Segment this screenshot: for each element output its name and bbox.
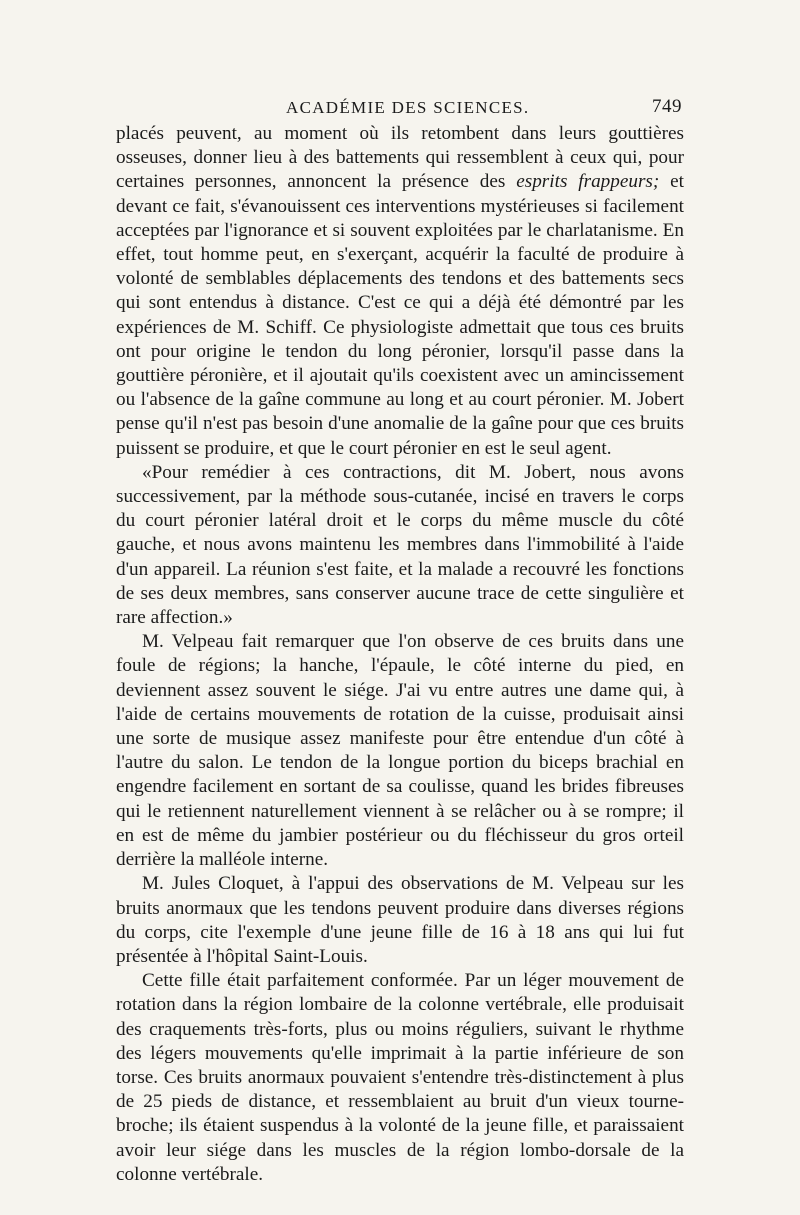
italic-term: esprits frappeurs; [516, 171, 660, 193]
book-page [116, 92, 684, 1185]
paragraph-1 [116, 122, 684, 461]
paragraph-3: M. Velpeau fait remarquer que l'on observe de ces bruits dans une foule de régions; la hanche, l'épaule, le côté interne du pied, en deviennent assez souvent le siége. J'ai vu entre autres une dame qui, à l'aide de certains mouvements de rotation de la cuisse, produisait ainsi une sorte de musique assez manifeste pour être entendue d'un côté à l'autre du salon. Le tendon de la longue portion du biceps brachial en engendre facilement en sortant de sa coulisse, quand les brides fibreuses qui le retiennent naturellement viennent à se relâcher ou à se rompre; il en est de même du jambier postérieur ou du fléchisseur du gros orteil derrière la malléole interne. [116, 631, 684, 871]
page-header [116, 92, 684, 122]
paragraph-1-part-b: et devant ce fait, s'évanouissent ces interventions mystérieuses si facilement acceptées par l'ignorance et si souvent exploitées par le charlatanisme. En effet, tout homme peut, en s'exerçant, acquérir la faculté de produire à volonté de semblables déplacements des tendons et des battements secs qui sont entendus à distance. C'est ce qui a déjà été démontré par les expériences de M. Schiff. Ce physiologiste admettait que tous ces bruits ont pour origine le tendon du long péronier, lorsqu'il passe dans la gouttière péronière, et il ajoutait qu'ils coexistent avec un amincissement ou l'absence de la gaîne commune au long et au court péronier. M. Jobert pense qu'il n'est pas besoin d'une anomalie de la gaîne pour que ces bruits puissent se produire, et que le court péronier en est le seul agent. [116, 171, 684, 459]
body-text [116, 122, 684, 1187]
paragraph-2: «Pour remédier à ces contractions, dit M. Jobert, nous avons successivement, par la méthode sous-cutanée, incisé en travers le corps du court péronier latéral droit et le corps du même muscle du côté gauche, et nous avons maintenu les membres dans l'immobilité à l'aide d'un appareil. La réunion s'est faite, et la malade a recouvré les fonctions de ses deux membres, sans conserver aucune trace de cette singulière et rare affection.» [116, 461, 684, 629]
paragraph-1-part-a: placés peuvent, au moment où ils retombent dans leurs gouttières osseuses, donner lieu à des battements qui ressemblent à ceux qui, pour certaines personnes, annoncent la présence des [116, 123, 684, 193]
paragraph-4: M. Jules Cloquet, à l'appui des observations de M. Velpeau sur les bruits anormaux que les tendons peuvent produire dans diverses régions du corps, cite l'exemple d'une jeune fille de 16 à 18 ans qui lui fut présentée à l'hôpital Saint-Louis. [116, 873, 684, 967]
running-title: ACADÉMIE DES SCIENCES. [286, 98, 530, 117]
page-number: 749 [652, 96, 682, 117]
paragraph-5: Cette fille était parfaitement conformée. Par un léger mouvement de rotation dans la région lombaire de la colonne vertébrale, elle produisait des craquements très-forts, plus ou moins réguliers, suivant le rhythme des légers mouvements qu'elle imprimait à la partie inférieure de son torse. Ces bruits anormaux pouvaient s'entendre très-distinctement à plus de 25 pieds de distance, et ressemblaient au bruit d'un vieux tourne-broche; ils étaient suspendus à la volonté de la jeune fille, et paraissaient avoir leur siége dans les muscles de la région lombo-dorsale de la colonne vertébrale. [116, 970, 684, 1185]
